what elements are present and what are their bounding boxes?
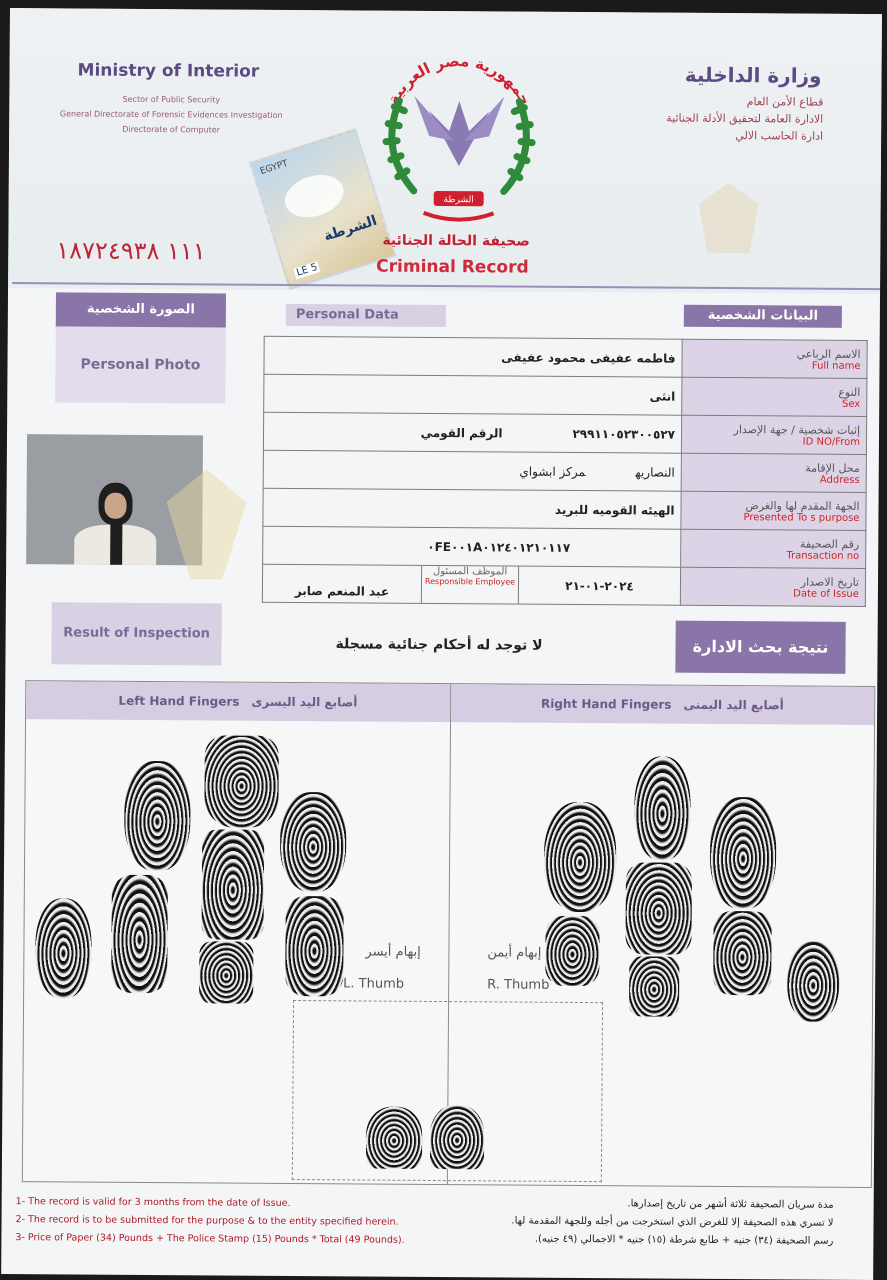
address-label-ar: محل الإقامة <box>805 461 860 475</box>
issue-date-label-ar: تاريخ الاصدار <box>800 575 860 589</box>
right-ring-fingerprint-lower <box>713 911 772 995</box>
row-id <box>263 412 866 454</box>
photo-face <box>104 493 126 519</box>
address-value: النصاريه <box>635 464 675 480</box>
right-hand-header <box>451 684 875 725</box>
personal-data-tab-ar: البيانات الشخصية <box>684 305 842 328</box>
police-eagle-emblem <box>358 40 559 231</box>
left-hand-header <box>26 681 451 722</box>
footer-note-ar-3: رسم الصحيفة (٣٤) جنيه + طابع شرطة (١٥) جنيه * الاجمالي (٤٩ جنيه). <box>534 1233 834 1247</box>
right-middle-fingerprint-top <box>634 756 691 860</box>
sector-en: Sector of Public Security <box>122 94 221 105</box>
row-address <box>263 450 866 492</box>
left-thumb-label-en: L. Thumb <box>343 976 405 992</box>
left-middle-fingerprint-top <box>204 735 279 828</box>
right-little-fingerprint <box>787 941 840 1021</box>
footer-note-en-1: 1- The record is valid for 3 months from the date of Issue. <box>15 1196 291 1209</box>
row-full-name <box>264 336 867 378</box>
responsible-name: عبد المنعم صابر <box>263 565 422 603</box>
row-transaction <box>263 526 866 568</box>
photo-title-ar: الصورة الشخصية <box>56 292 226 327</box>
right-middle-fingerprint-lower <box>629 956 679 1016</box>
left-index-fingerprint-lower <box>285 896 344 996</box>
directorate-forensic-en: General Directorate of Forensic Evidences Investigation <box>59 109 283 120</box>
inspection-result: لا توجد له أحكام جنائية مسجلة <box>335 636 543 654</box>
footer-note-en-3: 3- Price of Paper (34) Pounds + The Police Stamp (15) Pounds * Total (49 Pounds). <box>15 1232 405 1246</box>
responsible-employee-label <box>422 566 519 604</box>
transaction-label-ar: رقم الصحيفة <box>800 537 860 551</box>
serial-number: ١١١ ١٨٧٢٤٩٣٨ <box>56 236 206 266</box>
right-ring-fingerprint-top <box>710 797 777 909</box>
right-index-fingerprint-lower <box>545 916 599 986</box>
dove-icon <box>280 168 349 224</box>
left-thumb-label-ar: إبهام أيسر <box>365 944 421 960</box>
id-label-ar: إثبات شخصية / جهة الإصدار <box>733 422 861 437</box>
inspection-label-ar: نتيجة بحث الادارة <box>675 621 845 674</box>
right-thumb-print <box>430 1105 484 1169</box>
svg-text:جمهورية مصر العربية <box>384 51 535 108</box>
transaction-value: ٠FE٠٠١A٠١٢٤٠١٢١٠١١٧ <box>427 539 571 555</box>
issue-date-value: ٢٠٢٤-٠١-٢١ <box>565 578 634 593</box>
row-presented-to <box>263 488 866 530</box>
footer-note-ar-2: لا تسري هذه الصحيفة إلا للغرض الذي استخرجت من أجله وللجهة المقدمة لها. <box>511 1215 834 1229</box>
photo-label-box <box>55 292 226 403</box>
presented-to-value: الهيئه القوميه للبريد <box>554 502 675 518</box>
left-ring-fingerprint-top <box>124 761 191 871</box>
address-district: مركز ابشواي <box>519 464 586 479</box>
right-thumb-label-ar: إبهام أيمن <box>487 945 542 961</box>
row-issue-date <box>262 564 865 606</box>
full-name-label-ar: الاسم الرباعي <box>796 347 861 361</box>
left-little-fingerprint <box>35 898 92 998</box>
full-name-label-en: Full name <box>811 360 861 372</box>
right-hand-en: Right Hand Fingers <box>540 696 672 712</box>
sector-ar: قطاع الأمن العام <box>746 95 824 109</box>
criminal-record-document <box>1 8 882 1280</box>
left-ring-fingerprint-lower <box>111 875 168 993</box>
left-middle-fingerprint-lower <box>199 941 253 1003</box>
sex-value: انثى <box>649 388 676 404</box>
document-title-en: Criminal Record <box>376 256 529 278</box>
address-label-en: Address <box>819 474 860 486</box>
sex-label-ar: النوع <box>838 385 861 399</box>
directorate-computer-en: Directorate of Computer <box>122 124 221 135</box>
republic-ar: جمهورية مصر العربية <box>383 51 535 109</box>
right-middle-fingerprint-mid <box>625 862 692 954</box>
footer-note-ar-1: مدة سريان الصحيفة ثلاثة أشهر من تاريخ إصدارها. <box>627 1198 834 1211</box>
document-title-ar: صحيفة الحالة الجنائية <box>382 232 530 250</box>
stamp-label-ar: الشرطة <box>321 212 379 245</box>
id-label-en: ID NO/From <box>802 436 861 448</box>
directorate-computer-ar: ادارة الحاسب الالي <box>735 129 824 143</box>
left-middle-fingerprint-mid <box>202 829 265 939</box>
left-index-fingerprint-top <box>280 792 347 892</box>
row-sex <box>264 374 867 416</box>
left-hand-en: Left Hand Fingers <box>118 693 240 709</box>
directorate-forensic-ar: الادارة العامة لتحقيق الأدلة الجنائية <box>666 111 824 126</box>
left-thumb-print <box>366 1107 422 1169</box>
stamp-value: LE 5 <box>295 261 319 279</box>
responsible-label-ar: الموظف المسئول <box>432 565 508 578</box>
personal-data-table <box>262 336 868 607</box>
full-name-value: فاطمه عفيفى محمود عفيفى <box>501 349 676 366</box>
transaction-label-en: Transaction no <box>786 549 860 562</box>
right-index-fingerprint-top <box>544 802 617 913</box>
ministry-ar: وزارة الداخلية <box>684 62 822 88</box>
inspection-label-en: Result of Inspection <box>51 602 221 665</box>
presented-to-label-en: Presented To s purpose <box>743 511 860 524</box>
ministry-en: Ministry of Interior <box>77 60 260 82</box>
responsible-label-en: Responsible Employee <box>424 576 516 587</box>
photo-scarf <box>110 521 122 565</box>
footer-note-en-2: 2- The record is to be submitted for the purpose & to the entity specified herein. <box>15 1214 399 1228</box>
personal-data-tab-en: Personal Data <box>286 304 446 327</box>
right-hand-ar: أصابع اليد اليمنى <box>683 697 784 713</box>
photo-title-en: Personal Photo <box>80 356 201 374</box>
presented-to-label-ar: الجهة المقدم لها والغرض <box>745 498 860 513</box>
police-ar: الشرطة <box>443 195 474 206</box>
issue-date-label-en: Date of Issue <box>793 587 859 600</box>
sex-label-en: Sex <box>841 398 861 410</box>
id-type: الرقم القومي <box>420 425 503 440</box>
right-thumb-label-en: R. Thumb <box>487 977 550 993</box>
id-value: ٢٩٩١١٠٥٢٣٠٠٥٢٧ <box>572 426 676 442</box>
stamp-country: EGYPT <box>259 158 290 177</box>
left-hand-ar: أصابع اليد اليسرى <box>251 694 358 710</box>
